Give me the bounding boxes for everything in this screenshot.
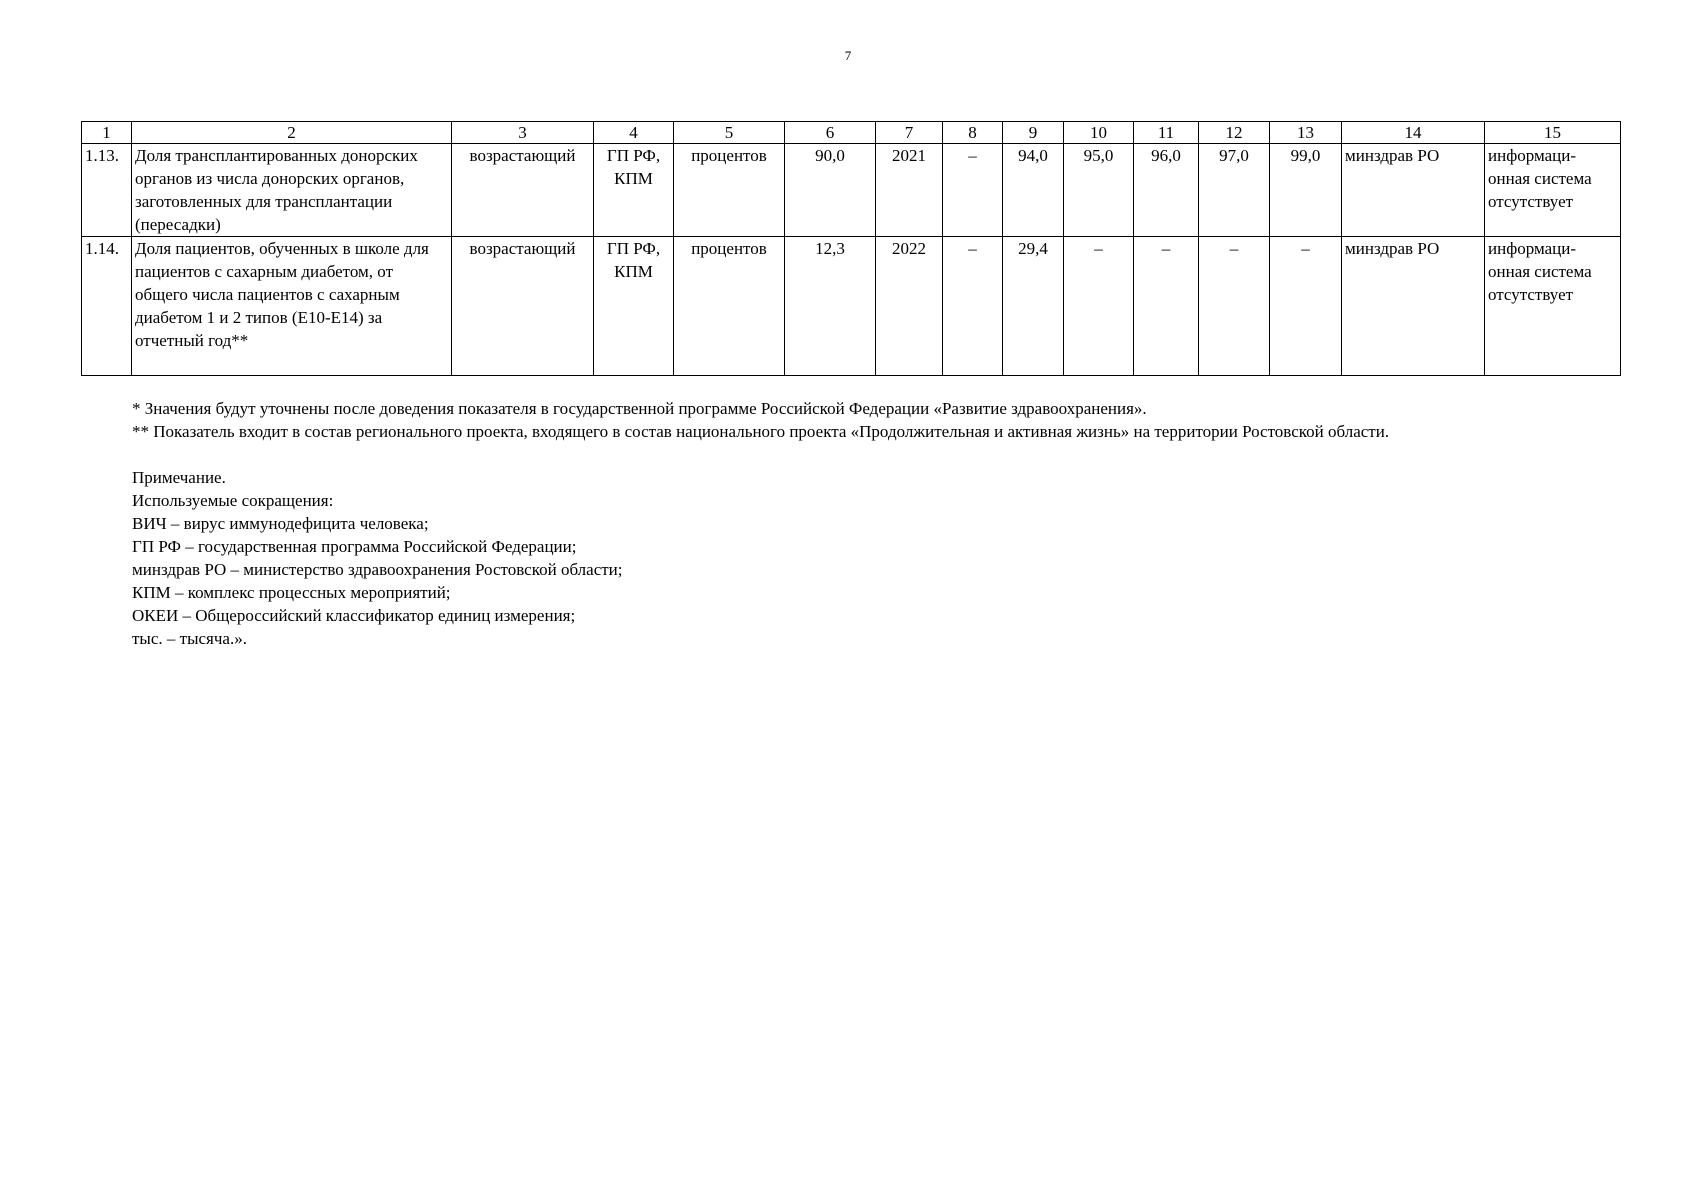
value-cell: – — [1064, 237, 1134, 376]
abbreviation-item: КПМ – комплекс процессных мероприятий; — [132, 583, 451, 602]
page-number: 7 — [844, 48, 852, 63]
abbreviation-item: тыс. – тысяча.». — [132, 629, 247, 648]
value-cell: 95,0 — [1064, 144, 1134, 237]
row-number-cell: 1.13. — [82, 144, 132, 237]
unit-cell: процентов — [674, 144, 785, 237]
note-title: Примечание. — [132, 468, 226, 487]
info-system-cell: информаци-онная система отсутствует — [1485, 144, 1621, 237]
base-value-cell: 90,0 — [785, 144, 876, 237]
trend-cell: возрастающий — [452, 237, 594, 376]
abbreviation-item: ВИЧ – вирус иммунодефицита человека; — [132, 514, 429, 533]
value-cell: 99,0 — [1270, 144, 1342, 237]
header-cell: 12 — [1199, 122, 1270, 144]
value-cell: – — [1134, 237, 1199, 376]
header-cell: 8 — [943, 122, 1003, 144]
header-cell: 10 — [1064, 122, 1134, 144]
value-cell: – — [1270, 237, 1342, 376]
value-cell: 96,0 — [1134, 144, 1199, 237]
responsible-cell: минздрав РО — [1342, 144, 1485, 237]
table-row — [82, 144, 1621, 237]
header-cell: 4 — [594, 122, 674, 144]
footnote: * Значения будут уточнены после доведения показателя в государственной программе Российской Федерации «Развитие здравоохранения». — [132, 399, 1147, 418]
header-cell: 7 — [876, 122, 943, 144]
footnote: ** Показатель входит в состав регионального проекта, входящего в состав национального проекта «Продолжительная и активная жизнь» на территории Ростовской области. — [132, 422, 1390, 441]
unit-cell: процентов — [674, 237, 785, 376]
value-cell: – — [943, 237, 1003, 376]
header-cell: 14 — [1342, 122, 1485, 144]
info-system-cell: информаци-онная система отсутствует — [1485, 237, 1621, 376]
row-number-cell: 1.14. — [82, 237, 132, 376]
header-cell: 3 — [452, 122, 594, 144]
program-cell: ГП РФ, КПМ — [594, 144, 674, 237]
notes-section — [132, 397, 1632, 650]
value-cell: – — [1199, 237, 1270, 376]
table-row — [82, 237, 1621, 376]
header-cell: 6 — [785, 122, 876, 144]
indicator-name-cell: Доля пациентов, обученных в школе для пациентов с сахарным диабетом, от общего числа пациентов с сахарным диабетом 1 и 2 типов (Е10-Е14) за отчетный год** — [132, 237, 452, 376]
note-subtitle: Используемые сокращения: — [132, 491, 334, 510]
abbreviation-item: ОКЕИ – Общероссийский классификатор единиц измерения; — [132, 606, 576, 625]
value-cell: 94,0 — [1003, 144, 1064, 237]
responsible-cell: минздрав РО — [1342, 237, 1485, 376]
value-cell: – — [943, 144, 1003, 237]
header-cell: 1 — [82, 122, 132, 144]
indicators-table — [81, 121, 1621, 376]
base-year-cell: 2021 — [876, 144, 943, 237]
value-cell: 29,4 — [1003, 237, 1064, 376]
program-cell: ГП РФ, КПМ — [594, 237, 674, 376]
header-cell: 15 — [1485, 122, 1621, 144]
value-cell: 97,0 — [1199, 144, 1270, 237]
abbreviation-item: ГП РФ – государственная программа Российской Федерации; — [132, 537, 577, 556]
table-header-row — [82, 122, 1621, 144]
trend-cell: возрастающий — [452, 144, 594, 237]
header-cell: 13 — [1270, 122, 1342, 144]
header-cell: 2 — [132, 122, 452, 144]
header-cell: 5 — [674, 122, 785, 144]
base-value-cell: 12,3 — [785, 237, 876, 376]
abbreviation-item: минздрав РО – министерство здравоохранения Ростовской области; — [132, 560, 623, 579]
indicator-name-cell: Доля трансплантированных донорских органов из числа донорских органов, заготовленных для трансплантации (пересадки) — [132, 144, 452, 237]
base-year-cell: 2022 — [876, 237, 943, 376]
header-cell: 11 — [1134, 122, 1199, 144]
header-cell: 9 — [1003, 122, 1064, 144]
